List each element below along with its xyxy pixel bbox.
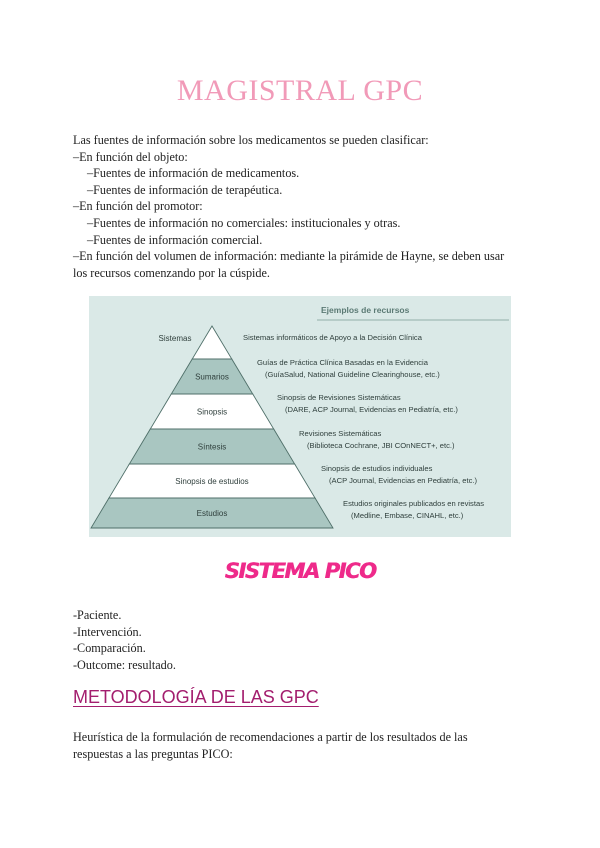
pyramid-level-description: Sistemas informáticos de Apoyo a la Decisión Clínica xyxy=(243,333,422,342)
hayne-pyramid-figure xyxy=(89,296,511,537)
pyramid-level-description: Estudios originales publicados en revistas xyxy=(343,499,484,508)
pyramid-diagram xyxy=(89,296,511,537)
intro-line: –En función del objeto: xyxy=(73,149,188,164)
pico-item: -Intervención. xyxy=(73,624,142,639)
intro-line: –Fuentes de información de medicamentos. xyxy=(87,166,300,181)
methodology-text xyxy=(73,729,543,762)
pyramid-level-description: Guías de Práctica Clínica Basadas en la Evidencia xyxy=(257,358,428,367)
pyramid-level-description: Sinopsis de Revisiones Sistemáticas xyxy=(277,393,401,402)
pico-list xyxy=(73,607,543,673)
intro-line: –Fuentes de información de terapéutica. xyxy=(87,182,283,197)
pyramid-level-label: Sumarios xyxy=(195,372,229,382)
figure-header: Ejemplos de recursos xyxy=(321,305,410,315)
intro-line: –En función del promotor: xyxy=(73,199,203,214)
pyramid-level-description: (GuíaSalud, National Guideline Clearinghouse, etc.) xyxy=(265,370,440,379)
pyramid-level-label: Sistemas xyxy=(158,334,192,343)
pyramid-level xyxy=(192,326,232,359)
intro-line: –Fuentes de información no comerciales: institucionales y otras. xyxy=(87,215,401,230)
intro-line: Las fuentes de información sobre los medicamentos se pueden clasificar: xyxy=(73,133,429,147)
pyramid-level-description: Sinopsis de estudios individuales xyxy=(321,464,433,473)
methodology-line: Heurística de la formulación de recomendaciones a partir de los resultados de las xyxy=(73,730,468,744)
pyramid-level-description: (ACP Journal, Evidencias en Pediatría, etc.) xyxy=(329,476,478,485)
pico-title: SISTEMA PICO xyxy=(224,559,376,583)
methodology-title: METODOLOGÍA DE LAS GPC xyxy=(73,687,319,707)
intro-line: –Fuentes de información comercial. xyxy=(87,232,263,247)
pyramid-level-description: (DARE, ACP Journal, Evidencias en Pediatría, etc.) xyxy=(285,405,458,414)
intro-line: –En función del volumen de información: mediante la pirámide de Hayne, se deben usar xyxy=(73,249,505,264)
pico-item: -Comparación. xyxy=(73,641,146,656)
intro-line: los recursos comenzando por la cúspide. xyxy=(73,265,270,280)
pyramid-level-label: Síntesis xyxy=(197,442,227,452)
pyramid-level-description: (Biblioteca Cochrane, JBI COnNECT+, etc.) xyxy=(307,441,455,450)
intro-text xyxy=(73,132,543,281)
pyramid-level-description: (Medline, Embase, CINAHL, etc.) xyxy=(351,511,464,520)
pyramid-level-label: Sinopsis xyxy=(196,407,228,417)
pico-item: -Paciente. xyxy=(73,608,122,622)
pico-item: -Outcome: resultado. xyxy=(73,657,176,672)
pyramid-level-description: Revisiones Sistemáticas xyxy=(299,429,382,438)
page-title: MAGISTRAL GPC xyxy=(176,74,424,107)
methodology-line: respuestas a las preguntas PICO: xyxy=(73,746,233,761)
pyramid-level-label: Estudios xyxy=(196,509,228,518)
pyramid-level-label: Sinopsis de estudios xyxy=(175,477,249,486)
